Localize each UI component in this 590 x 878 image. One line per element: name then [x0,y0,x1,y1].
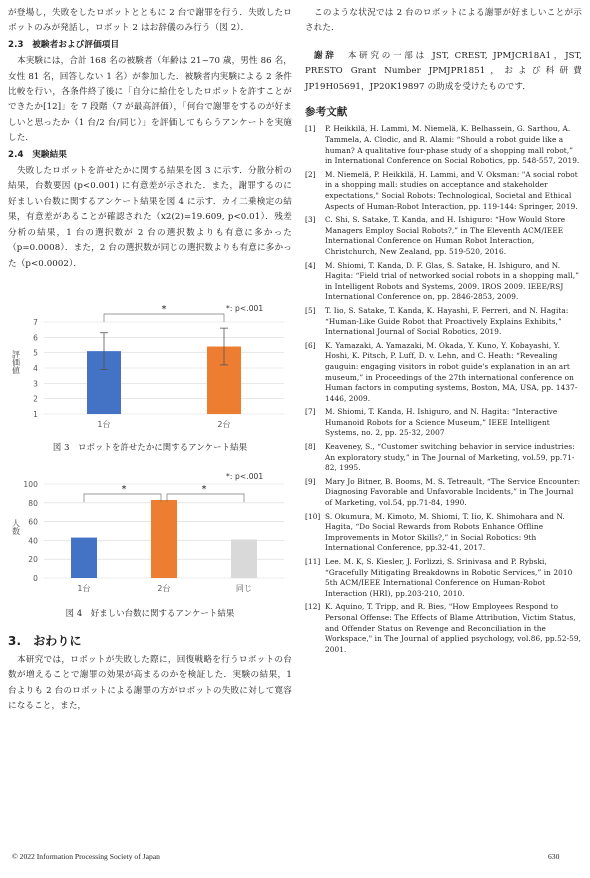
reference-text: Keaveney, S., “Customer switching behavior in service industries: An exploratory study,” in The Journal of Marketing, vol.59, pp.71-82, 1995. [325,442,575,473]
reference-number: [6] [305,340,316,350]
references-title: 参考文献 [305,106,348,119]
figure-3 [8,302,292,456]
reference-number: [3] [305,215,316,225]
x-tick-label: 1台 [77,583,91,593]
significance-bracket [167,494,244,502]
section-2-4-title: 2.4 実験結果 [8,149,67,160]
y-tick-label: 3 [33,379,38,389]
reference-item [305,407,582,439]
reference-text: Lee. M. K, S. Kiesler, J. Forlizzi, S. Srinivasa and P. Rybski, “Gracefully Mitigating Breakdowns in Robotic Services,” in 2010 5th ACM/IEEE International Conference on Human-Robot Interaction (HRI), pp.203-210, 2010. [325,557,573,598]
significance-note: *: p<.001 [226,303,264,313]
preferred-count-bar-chart [8,470,292,598]
reference-text: S. Okumura, M. Kimoto, M. Shiomi, T. Iio, K. Shimohara and N. Hagita, “Do Social Rewards from Robots Enhance Offline Improvements in Motor Skills?,” in Social Robotics: 9th International Conference, pp.32-41, 2017. [325,511,565,553]
section-3-title: 3. おわりに [8,633,82,648]
reference-number: [7] [305,407,316,417]
reference-item [305,477,582,509]
reference-number: [1] [305,124,316,134]
y-tick-label: 80 [28,498,38,508]
reference-number: [5] [305,305,316,315]
reference-text: M. Niemelä, P. Heikkilä, H. Lammi, and V. Oksman: "A social robot in a shopping mall: studies on acceptance and stakeholder expectations," Social Robots: Technological, Societal and Ethical Aspects of Human-Robot Interaction, pp. 119-144: Springer, 2019. [325,169,578,211]
y-tick-label: 5 [33,348,38,358]
intro-paragraph: が登場し，失敗をしたロボットとともに 2 台で謝罪を行う．失敗したロボットのみが発話し，ロボット 2 はお辞儀のみ行う（図 2）． [8,8,292,34]
section-2-3-paragraph: 本実験には，合計 168 名の被験者（年齢は 21~70 歳，男性 86 名，女性 81 名，回答しない 1 名）が参加した．被験者内実験による 2 条件比較を行い，各条件終了後に「自分に給仕をしたロボットを許すことができたか[12]」を 7 段階（7 が最高評価），「何台で謝罪をするのが好ましいと思ったか（1 台/2 台/同じ）」を評価してもらうアンケートを実施した． [8,56,292,144]
reference-text: Mary Jo Bitner, B. Booms, M. S. Tetreault, “The Service Encounter: Diagnosing Favorable and Unfavorable Incidents,” in The Journal of Marketing, vol.54, pp.71-84, 1990. [325,476,581,508]
bar [231,539,257,578]
y-tick-label: 100 [23,479,38,489]
reference-text: K. Aquino, T. Tripp, and R. Bies, "How Employees Respond to Personal Offense: The Effects of Blame Attribution, Victim Status, and Offender Status on Revenge and Reconciliation in the Workspace," in The Journal of applied psychology, vol.86, pp.52-59, 2001. [325,602,582,654]
reference-item [305,306,582,338]
significance-bracket [104,314,224,322]
figure-4-caption: 図 4 好ましい台数に関するアンケート結果 [65,608,235,619]
x-tick-label: 2台 [217,419,231,429]
section-3-paragraph: 本研究では，ロボットが失敗した際に，回復戦略を行うロボットの台数が増えることで謝罪の効果が高まるのかを検証した．実験の結果，1 台よりも 2 台のロボットによる謝罪の方がロボットの失敗に対して寛容になること，また， [8,654,292,712]
significance-star: * [201,483,207,495]
y-tick-label: 40 [28,536,38,546]
section-2-4-paragraph: 失敗したロボットを許せたかに関する結果を図 3 に示す．分散分析の結果，台数要因 (p<0.001) に有意差が示された．また，謝罪するのに好ましい台数に関するアンケート結果を図 4 に示す．カイ二乗検定の結果，有意差があることが確認された（x2(2)=19.609, p<0.01）．残差分析の結果，1 台の選択数が 2 台の選択数よりも有意に多かった（p=0.0008）．また，2 台の選択数が同じの選択数よりも有意に多かった（p<0.0002）． [8,166,292,269]
forgiveness-bar-chart [8,302,292,432]
x-tick-label: 2台 [157,583,171,593]
reference-number: [10] [305,511,321,521]
reference-number: [11] [305,557,321,566]
reference-item [305,170,582,212]
acknowledgment [305,49,582,95]
conclusion-continued: このような状況では 2 台のロボットによる謝罪が好ましいことが示された． [305,8,582,34]
reference-item [305,557,582,599]
x-tick-label: 同じ [235,583,253,593]
footer-copyright: © 2022 Information Processing Society of Japan [12,852,160,861]
reference-item [305,602,582,655]
y-tick-label: 4 [33,363,38,373]
significance-star: * [121,483,127,495]
y-tick-label: 7 [33,317,38,327]
y-tick-label: 60 [28,517,38,527]
y-axis-label: 評価値 [11,349,21,375]
significance-star: * [161,303,167,315]
figure-3-caption: 図 3 ロボットを許せたかに関するアンケート結果 [52,442,248,453]
figure-4 [8,470,292,622]
reference-item [305,124,582,166]
acknowledgment-text: 本研究の一部は JST, CREST, JPMJCR18A1，JST, PRESTO Grant Number JPMJPR1851，および科研費 JP19H05691，JP20K19897 の助成を受けたものです． [305,50,583,92]
left-column [8,6,292,715]
section-2-3-title: 2.3 被験者および評価項目 [8,39,120,50]
bar [151,500,177,578]
footer-page-number: 630 [548,852,560,861]
y-tick-label: 1 [33,409,38,419]
bar [71,537,97,577]
reference-text: M. Shiomi, T. Kanda, H. Ishiguro, and N. Hagita: “Interactive Humanoid Robots for a Science Museum,” IEEE Intelligent Systems, no. 2, pp. 25-32, 2007 [325,407,558,438]
y-tick-label: 2 [33,394,38,404]
reference-number: [4] [305,260,316,270]
y-tick-label: 0 [33,573,38,583]
y-axis-label: 人数 [11,518,21,535]
acknowledgment-label: 謝辞 [314,50,337,61]
reference-text: K. Yamazaki, A. Yamazaki, M. Okada, Y. Kuno, Y. Kobayashi, Y. Hoshi, K. Pitsch, P. Luff, D. v. Lehn, and C. Heath: “Revealing gauguin: engaging visitors in robot guide's explanation in an art museum,” in Proceedings of the 27th international conference on Human factors in computing systems, Boston, MA, USA, pp. 1437-1446, 2009. [325,340,578,403]
reference-number: [12] [305,602,321,612]
reference-item [305,442,582,474]
reference-item [305,512,582,554]
y-tick-label: 6 [33,333,38,343]
reference-text: M. Shiomi, T. Kanda, D. F. Glas, S. Satake, H. Ishiguro, and N. Hagita: “Field trial of networked social robots in a shopping mall,” in Intelligent Robots and Systems, 2009. IROS 2009. IEEE/RSJ International Conference on, pp. 2846-2853, 2009. [325,260,580,302]
significance-bracket [84,494,161,502]
x-tick-label: 1台 [97,419,111,429]
reference-item [305,341,582,405]
reference-item [305,215,582,257]
reference-number: [9] [305,476,316,486]
reference-number: [8] [305,442,316,452]
reference-text: T. Iio, S. Satake, T. Kanda, K. Hayashi, F. Ferreri, and N. Hagita: “Human-Like Guide Robot that Proactively Explains Exhibits,” International Journal of Social Robotics, 2019. [325,305,569,337]
reference-number: [2] [305,169,316,179]
reference-list [305,124,582,655]
right-column [305,6,582,658]
y-tick-label: 20 [28,554,38,564]
reference-text: P. Heikkilä, H. Lammi, M. Niemelä, K. Belhassein, G. Sarthou, A. Tammela, A. Clodic, and R. Alami: “Should a robot guide like a human? A qualitative four-phase study of a shopping mall robot,” in International Conference on Social Robotics, pp. 548-557, 2019. [325,124,580,166]
reference-item [305,261,582,303]
significance-note: *: p<.001 [226,471,264,481]
reference-text: C. Shi, S. Satake, T. Kanda, and H. Ishiguro: “How Would Store Managers Employ Social Robots?,” in The Eleventh ACM/IEEE International Conference on Human Robot Interaction, Christchurch, New Zealand, pp. 519-520, 2016. [325,215,566,256]
